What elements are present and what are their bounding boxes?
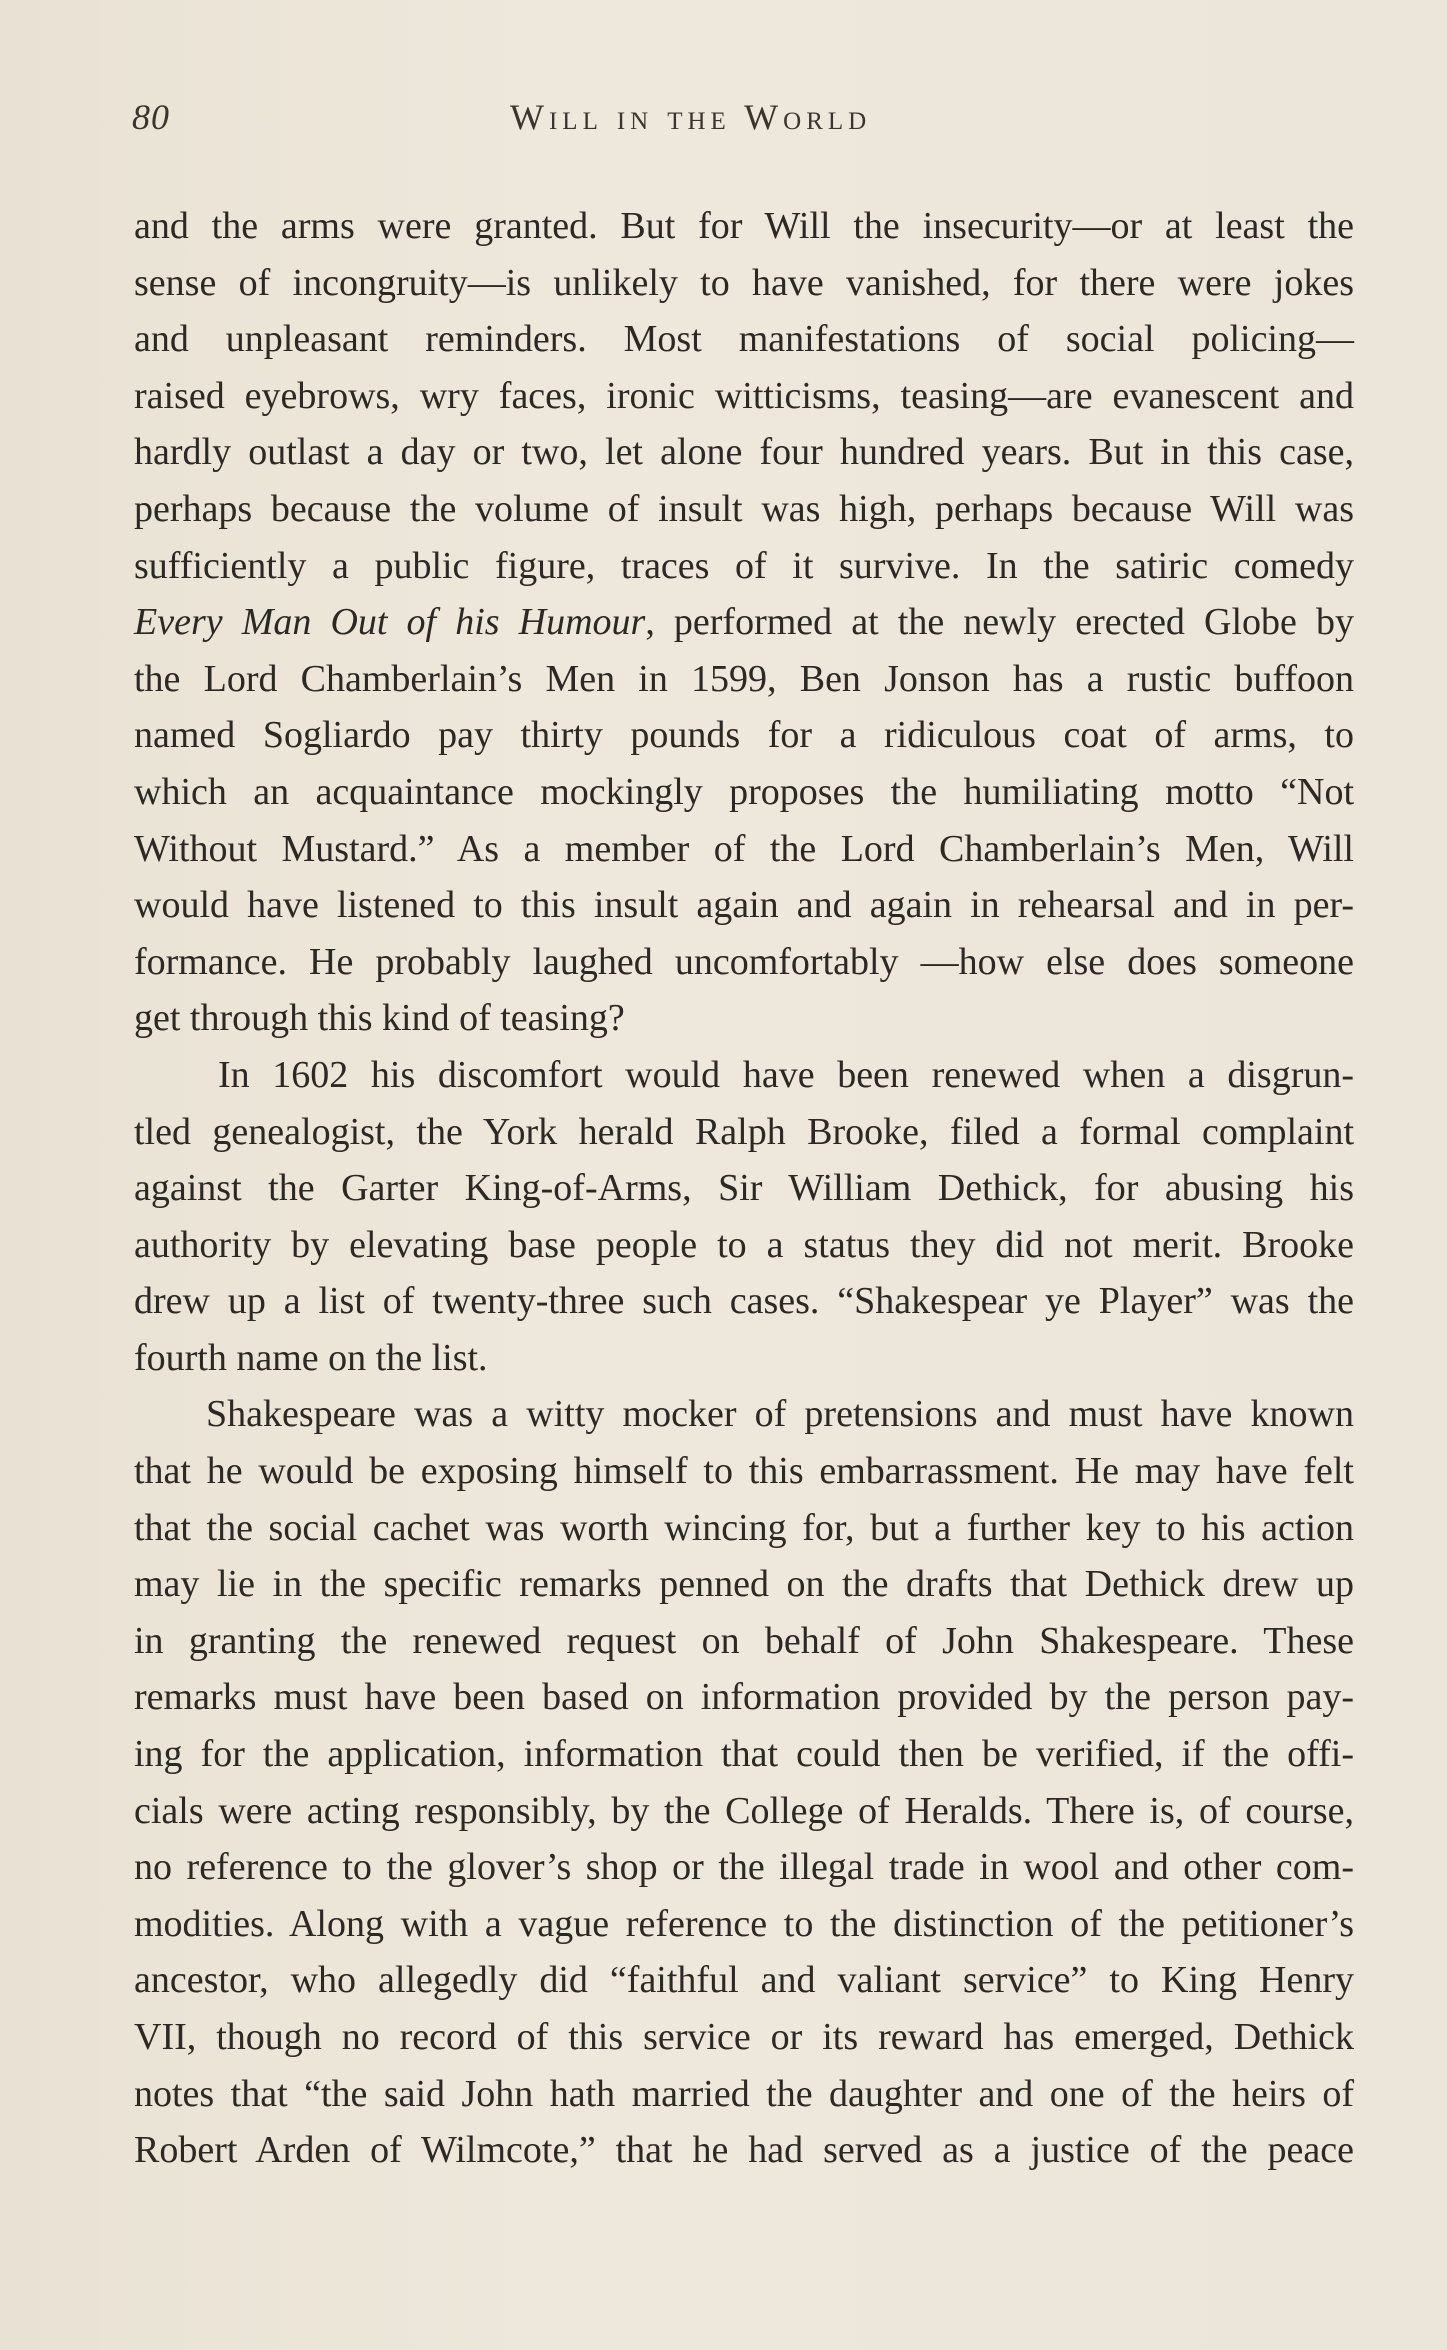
text-line: no reference to the glover’s shop or the illegal trade in wool and other com- xyxy=(134,1846,1354,1889)
text-line: that he would be exposing himself to this embarrassment. He may have felt xyxy=(134,1450,1354,1493)
text-line: cials were acting responsibly, by the College of Heralds. There is, of course, xyxy=(134,1789,1354,1832)
text-line: notes that “the said John hath married the daughter and one of the heirs of xyxy=(134,2072,1354,2115)
text-line: VII, though no record of this service or its reward has emerged, Dethick xyxy=(134,2016,1354,2058)
text-line: Without Mustard.” As a member of the Lord Chamberlain’s Men, Will xyxy=(134,827,1354,870)
paragraph-end-line: get through this kind of teasing? xyxy=(134,997,625,1040)
text-line: sense of incongruity—is unlikely to have vanished, for there were jokes xyxy=(134,261,1354,304)
text-line: remarks must have been based on information provided by the person pay- xyxy=(134,1676,1354,1719)
text-line: would have listened to this insult again and again in rehearsal and in per- xyxy=(134,884,1354,927)
text-line: and the arms were granted. But for Will the insecurity—or at least the xyxy=(134,205,1354,247)
body-text xyxy=(134,198,1354,2179)
text-line: perhaps because the volume of insult was high, perhaps because Will was xyxy=(134,487,1354,530)
text-line: formance. He probably laughed uncomfortably —how else does someone xyxy=(134,940,1354,983)
paragraph-end-line: fourth name on the list. xyxy=(134,1336,488,1379)
text-line: hardly outlast a day or two, let alone four hundred years. But in this case, xyxy=(134,431,1354,474)
text-fragment: , performed at the newly erected Globe by xyxy=(645,601,1354,644)
text-line: Robert Arden of Wilmcote,” that he had served as a justice of the peace xyxy=(134,2129,1354,2172)
running-head xyxy=(132,96,1352,146)
text-line: the Lord Chamberlain’s Men in 1599, Ben Jonson has a rustic buffoon xyxy=(134,657,1354,700)
text-line: and unpleasant reminders. Most manifestations of social policing— xyxy=(134,318,1354,361)
text-line: which an acquaintance mockingly proposes the humiliating motto “Not xyxy=(134,770,1354,813)
paragraph-start-line: Shakespeare was a witty mocker of pretensions and must have known xyxy=(206,1393,1354,1436)
text-line: in granting the renewed request on behalf of John Shakespeare. These xyxy=(134,1619,1354,1662)
paragraph-start-line: In 1602 his discomfort would have been renewed when a disgrun- xyxy=(218,1053,1354,1096)
text-line: named Sogliardo pay thirty pounds for a ridiculous coat of arms, to xyxy=(134,714,1354,757)
text-line: authority by elevating base people to a status they did not merit. Brooke xyxy=(134,1223,1354,1266)
book-title: Will in the World xyxy=(510,97,872,137)
text-line: ing for the application, information that could then be verified, if the offi- xyxy=(134,1733,1354,1776)
text-line-with-title xyxy=(134,594,1354,651)
play-title: Every Man Out of his Humour xyxy=(134,601,646,644)
text-line: drew up a list of twenty-three such cases. “Shakespear ye Player” was the xyxy=(134,1280,1354,1323)
text-line: raised eyebrows, wry faces, ironic witticisms, teasing—are evanescent and xyxy=(134,374,1354,417)
text-line: tled genealogist, the York herald Ralph Brooke, filed a formal complaint xyxy=(134,1110,1354,1153)
text-line: may lie in the specific remarks penned on the drafts that Dethick drew up xyxy=(134,1563,1354,1606)
text-line: modities. Along with a vague reference to the distinction of the petitioner’s xyxy=(134,1902,1354,1945)
text-line: ancestor, who allegedly did “faithful and valiant service” to King Henry xyxy=(134,1959,1354,2002)
text-line: against the Garter King-of-Arms, Sir William Dethick, for abusing his xyxy=(134,1167,1354,1210)
page-number: 80 xyxy=(132,97,170,137)
text-line: that the social cachet was worth wincing for, but a further key to his action xyxy=(134,1506,1354,1549)
text-line: sufficiently a public figure, traces of it survive. In the satiric comedy xyxy=(134,544,1354,587)
